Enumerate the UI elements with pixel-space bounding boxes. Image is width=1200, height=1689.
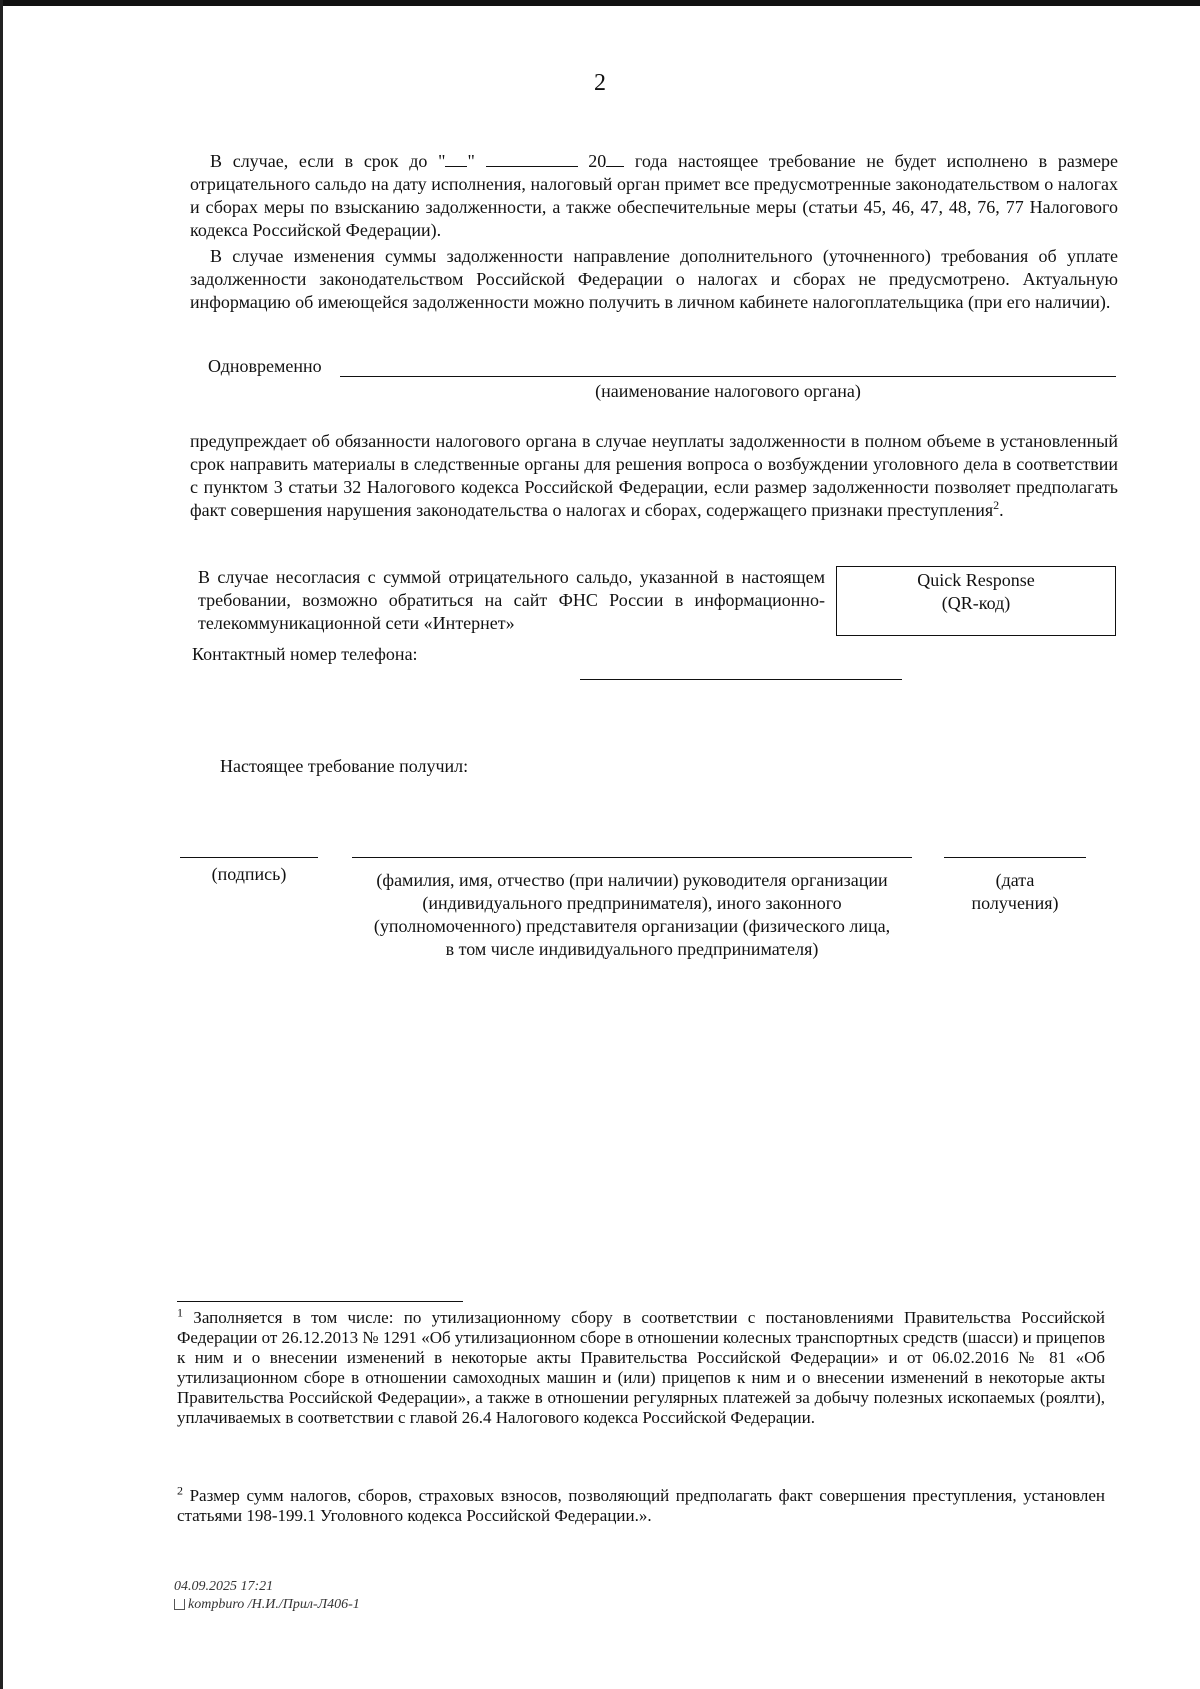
month-blank[interactable] bbox=[486, 152, 578, 167]
footnote-ref-2: 2 bbox=[993, 498, 1000, 512]
day-blank[interactable] bbox=[445, 152, 467, 167]
footnote-separator bbox=[177, 1301, 463, 1302]
footnote-1 bbox=[177, 1305, 1105, 1428]
footnote-2 bbox=[177, 1483, 1105, 1526]
scan-top-edge bbox=[0, 0, 1200, 6]
footnote-1-text: Заполняется в том числе: по утилизационному сбору в соответствии с постановлениями Правительства Российской Федерации от 26.12.2013 № 1291 «Об утилизационном сборе в отношении колесных транспортных средств (шасси) и прицепов к ним и о внесении изменений в некоторые акты Правительства Российской Федерации» и от 06.02.2016 № 81 «Об утилизационном сборе в отношении самоходных машин и (или) прицепов к ним и о внесении изменений в некоторые акты Правительства Российской Федерации», а также в отношении регулярных платежей за добычу полезных ископаемых (роялти), уплачиваемых в соответствии с главой 26.4 Налогового кодекса Российской Федерации. bbox=[177, 1308, 1105, 1427]
qr-line2: (QR-код) bbox=[941, 593, 1011, 613]
qr-code-box bbox=[836, 566, 1116, 636]
name-line[interactable] bbox=[352, 857, 912, 858]
date-line[interactable] bbox=[944, 857, 1086, 858]
page-number: 2 bbox=[594, 70, 606, 96]
qr-line1: Quick Response bbox=[917, 570, 1035, 590]
footnote-2-text: Размер сумм налогов, сборов, страховых взносов, позволяющий предполагать факт совершения преступления, установлен статьями 198-199.1 Уголовного кодекса Российской Федерации.». bbox=[177, 1486, 1105, 1525]
paragraph-change-debt: В случае изменения суммы задолженности направление дополнительного (уточненного) требования об уплате задолженности законодательством Российской Федерации о налогах и сборах не предусмотрено. Актуальную информацию об имеющейся задолженности можно получить в личном кабинете налогоплательщика (при его наличии). bbox=[190, 246, 1118, 312]
paragraph-disagreement: В случае несогласия с суммой отрицательного сальдо, указанной в настоящем требовании, возможно обратиться на сайт ФНС России в информационно-телекоммуникационной сети «Интернет» bbox=[198, 567, 825, 633]
tax-authority-line[interactable] bbox=[340, 376, 1116, 377]
signature-line[interactable] bbox=[180, 857, 318, 858]
contact-phone-label: Контактный номер телефона: bbox=[192, 644, 418, 664]
footnote-2-mark: 2 bbox=[177, 1483, 183, 1498]
contact-phone-line[interactable] bbox=[580, 679, 902, 680]
footnote-1-mark: 1 bbox=[177, 1305, 183, 1320]
tax-authority-caption: (наименование налогового органа) bbox=[595, 381, 861, 401]
received-label: Настоящее требование получил: bbox=[220, 756, 469, 776]
doc-icon bbox=[174, 1599, 185, 1610]
date-caption: (дата получения) bbox=[971, 870, 1059, 913]
scan-left-edge bbox=[0, 0, 3, 1689]
name-caption: (фамилия, имя, отчество (при наличии) руководителя организации (индивидуального предпринимателя), иного законного (уполномоченного) представителя организации (физического лица, в том числе индивидуального предпринимателя) bbox=[373, 870, 891, 959]
stamp-ref: kompburo /Н.И./Прил-Л406-1 bbox=[174, 1596, 360, 1614]
paragraph-deadline: В случае, если в срок до " " 20 года настоящее требование не будет исполнено в размере отрицательного сальдо на дату исполнения, налоговый орган примет все предусмотренные законодательством о налогах и сборах меры по взысканию задолженности, а также обеспечительные меры (статьи 45, 46, 47, 48, 76, 77 Налогового кодекса Российской Федерации). bbox=[190, 151, 1119, 240]
year-blank[interactable] bbox=[606, 152, 624, 167]
paragraph-warning: предупреждает об обязанности налогового органа в случае неуплаты задолженности в полном объеме в установленный срок направить материалы в следственные органы для решения вопроса о возбуждении уголовного дела в соответствии с пунктом 3 статьи 32 Налогового кодекса Российской Федерации, если размер задолженности позволяет предполагать факт совершения нарушения законодательства о налогах и сборах, содержащего признаки преступления$^2$. bbox=[190, 431, 1118, 520]
simultaneous-label: Одновременно bbox=[208, 356, 322, 376]
stamp-datetime: 04.09.2025 17:21 bbox=[174, 1579, 274, 1594]
signature-caption: (подпись) bbox=[211, 864, 287, 884]
